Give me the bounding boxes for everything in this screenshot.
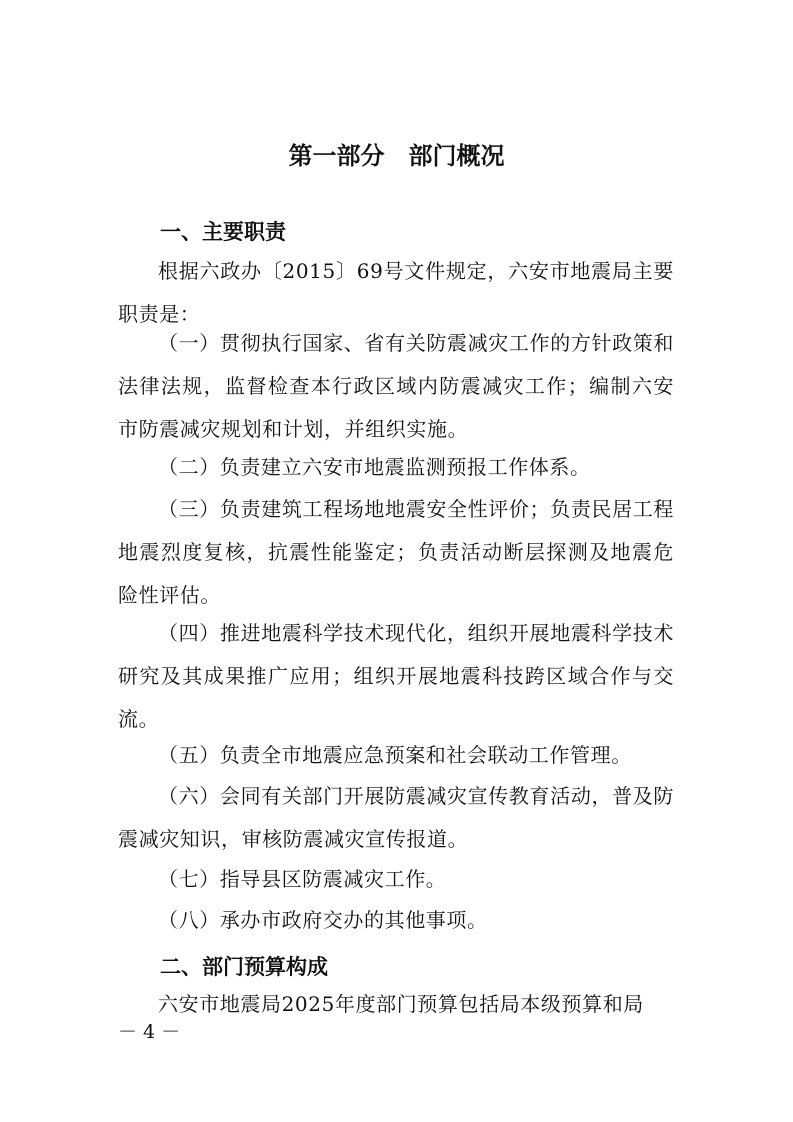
paragraph-duty-5: （五）负责全市地震应急预案和社会联动工作管理。 (158, 743, 632, 767)
page-number: － 4 － (118, 1021, 181, 1043)
paragraph-duty-3: （三）负责建筑工程场地地震安全性评价；负责民居工程地震烈度复核，抗震性能鉴定；负责活动断层探测及地震危险性评估。 (118, 497, 674, 607)
section-heading-budget-composition: 二、部门预算构成 (160, 955, 328, 979)
section-heading-main-duties: 一、主要职责 (160, 220, 286, 244)
paragraph-duty-7: （七）指导县区防震减灾工作。 (158, 867, 447, 891)
paragraph-duty-6: （六）会同有关部门开展防震减灾宣传教育活动，普及防震减灾知识，审核防震减灾宣传报道。 (118, 784, 674, 851)
paragraph-duty-8: （八）承办市政府交办的其他事项。 (158, 908, 488, 932)
page-title: 第一部分 部门概况 (288, 142, 505, 170)
paragraph-duty-1: （一）贯彻执行国家、省有关防震减灾工作的方针政策和法律法规，监督检查本行政区域内防震减灾工作；编制六安市防震减灾规划和计划，并组织实施。 (118, 331, 674, 441)
paragraph-duties-intro: 根据六政办〔2015〕69号文件规定，六安市地震局主要职责是： (118, 259, 674, 326)
paragraph-duty-4: （四）推进地震科学技术现代化，组织开展地震科学技术研究及其成果推广应用；组织开展地震科技跨区域合作与交流。 (118, 621, 674, 731)
paragraph-budget-intro: 六安市地震局2025年度部门预算包括局本级预算和局 (158, 992, 644, 1016)
paragraph-duty-2: （二）负责建立六安市地震监测预报工作体系。 (158, 455, 591, 479)
